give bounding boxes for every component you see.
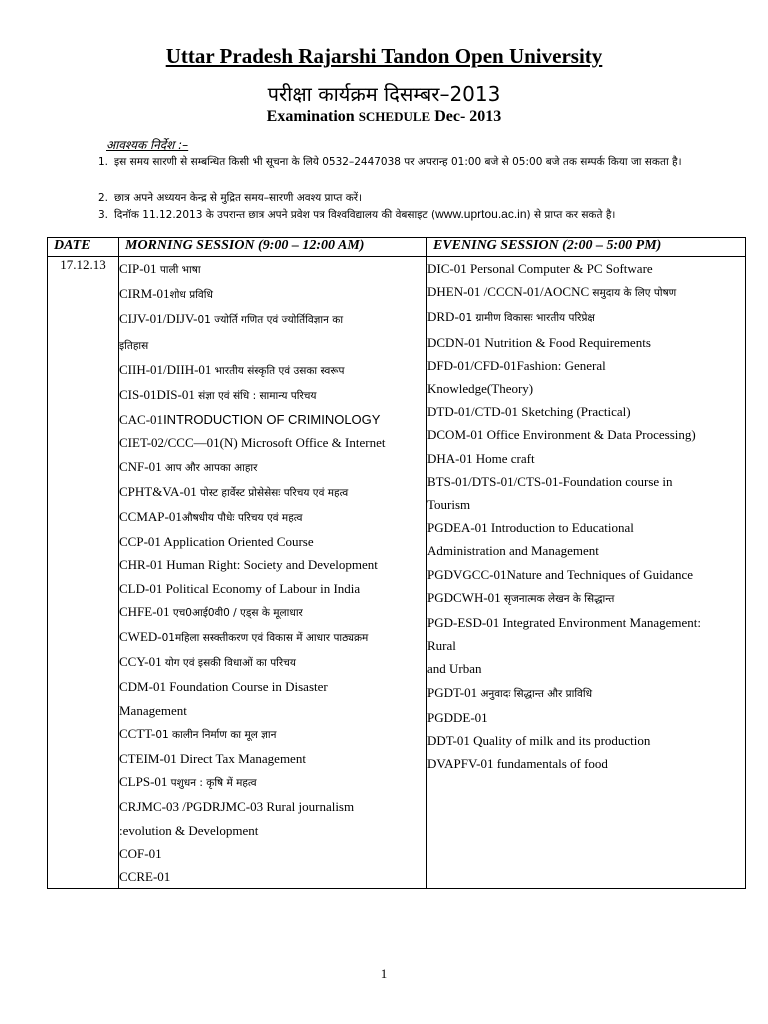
date-column-header: DATE: [48, 238, 119, 257]
instruction-text: दिनॉक 11.12.2013 के उपरान्त छात्र अपने प्रवेश पत्र विश्वविद्यालय की वेबसाइट (: [114, 209, 436, 221]
course-entry: [427, 470, 745, 493]
course-code: DRD-: [427, 309, 459, 325]
course-entry: [119, 625, 426, 650]
course-code: CHFE-01: [119, 603, 173, 619]
course-code: CIRM-01: [119, 286, 170, 302]
course-code: CIJV-01/DIJV-: [119, 311, 198, 327]
course-entry: [119, 865, 426, 888]
course-code: Knowledge(Theory): [427, 381, 534, 397]
course-entry: [427, 257, 745, 280]
course-title-hindi: पशुधन : कृषि में महत्व: [170, 777, 257, 790]
course-code: COF-01: [119, 845, 162, 861]
course-entry: [427, 706, 745, 729]
instruction-2: [98, 191, 732, 205]
course-code: PGDCWH-01: [427, 589, 504, 605]
course-entry: [427, 377, 745, 400]
course-entry: [119, 770, 426, 795]
course-entry: [119, 530, 426, 553]
course-title-hindi: अनुवादः सिद्धान्त और प्राविधि: [480, 687, 593, 700]
course-code: Administration and Management: [427, 543, 599, 559]
course-title-hindi: इतिहास: [119, 339, 149, 352]
course-code: :evolution & Development: [119, 822, 259, 838]
course-title-hindi: 01 कालीन निर्माण का मूल ज्ञान: [155, 728, 277, 741]
course-entry: [427, 305, 745, 330]
course-entry: [427, 493, 745, 516]
course-code: DVAPFV-01 fundamentals of food: [427, 756, 608, 772]
course-code: CLD-01 Political Economy of Labour in India: [119, 580, 361, 596]
course-entry: [119, 333, 426, 358]
course-code: CDM-01 Foundation Course in Disaster: [119, 679, 328, 695]
subtitle-prefix: Examination: [266, 108, 355, 125]
course-code: BTS-01/DTS-01/CTS-01-Foundation course in: [427, 473, 673, 489]
course-entry: [119, 675, 426, 698]
course-entry: [427, 729, 745, 752]
instructions-heading: आवश्यक निर्देश :–: [106, 138, 189, 152]
course-code: CCMAP-01: [119, 509, 182, 525]
course-entry: [119, 600, 426, 625]
course-entry: [427, 634, 745, 657]
course-title-hindi: पाली भाषा: [159, 264, 201, 276]
course-entry: [119, 747, 426, 770]
course-code: PGDVGCC-01Nature and Techniques of Guidance: [427, 566, 694, 582]
course-code: DHEN-01 /CCCN-01/AOCNC: [427, 284, 593, 300]
table-row: [48, 257, 746, 889]
course-code: Tourism: [427, 497, 471, 513]
course-code: Rural: [427, 638, 456, 654]
course-title-hindi: आप और आपका आहार: [164, 461, 258, 474]
course-code: PGDDE-01: [427, 709, 488, 725]
subtitle-schedule: SCHEDULE: [358, 109, 431, 124]
hindi-title: परीक्षा कार्यक्रम दिसम्बर–2013: [267, 82, 501, 106]
course-entry: [427, 539, 745, 562]
morning-column-header: MORNING SESSION (9:00 – 12:00 AM): [119, 238, 427, 257]
page-number: 1: [380, 966, 388, 981]
instruction-number: 3.: [98, 209, 109, 221]
instruction-1: [98, 155, 732, 169]
course-code: CWED-: [119, 629, 162, 645]
course-entry: [427, 331, 745, 354]
course-entry: [119, 722, 426, 747]
course-title: INTRODUCTION OF CRIMINOLOGY: [163, 412, 381, 428]
course-entry: [427, 586, 745, 611]
instruction-text: छात्र अपने अध्ययन केन्द्र से मुद्रित समय–सारणी अवश्य प्राप्त करें।: [114, 192, 363, 204]
course-entry: [119, 819, 426, 842]
course-entry: [427, 447, 745, 470]
course-title-hindi: पोस्ट हार्वेस्ट प्रोसेसेसः परिचय एवं महत्व: [200, 486, 349, 499]
course-title-hindi: औषधीय पौधेः परिचय एवं महत्व: [181, 512, 303, 525]
course-entry: [119, 480, 426, 505]
course-title-hindi: 01महिला सस्क्तीकरण एवं विकास में आधार पाठ्यक्रम: [161, 632, 369, 645]
course-code: DCDN-01 Nutrition & Food Requirements: [427, 334, 651, 350]
course-code: PGDT-01: [427, 684, 481, 700]
course-entry: [427, 563, 745, 586]
course-entry: [119, 699, 426, 722]
course-code: DDT-01 Quality of milk and its production: [427, 733, 651, 749]
instruction-number: 2.: [98, 192, 109, 204]
morning-session-list: [119, 257, 427, 889]
course-code: CNF-01: [119, 458, 165, 474]
course-title-hindi: समुदाय के लिए पोषण: [592, 287, 677, 300]
course-code: PGDEA-01 Introduction to Educational: [427, 520, 634, 536]
course-entry: [427, 611, 745, 634]
course-code: CIS-01DIS-01: [119, 387, 199, 403]
evening-session-list: [427, 257, 746, 889]
course-title-hindi: 01 ज्योर्ति गणित एवं ज्योर्तिविज्ञान का: [197, 314, 344, 327]
evening-column-header: EVENING SESSION (2:00 – 5:00 PM): [427, 238, 746, 257]
course-code: CIP-01: [119, 261, 160, 276]
course-entry: [119, 577, 426, 600]
instruction-number: 1.: [98, 156, 109, 168]
subtitle-suffix: Dec- 2013: [434, 108, 502, 125]
course-code: DTD-01/CTD-01 Sketching (Practical): [427, 404, 631, 420]
course-entry: [427, 400, 745, 423]
course-entry: [427, 354, 745, 377]
course-entry: [119, 505, 426, 530]
course-title-hindi: भारतीय संस्कृति एवं उसका स्वरूप: [214, 364, 345, 377]
course-entry: [119, 455, 426, 480]
instruction-text: इस समय सारणी से सम्बन्धित किसी भी सूचना के लिये 0532–2447038 पर अपरान्ह 01:00 बजे से 05:00 बजे तक सम्पर्क किया जा सकता है।: [114, 156, 682, 168]
course-title-hindi: एच0आई0वी0 / एड्स के मूलाधार: [172, 606, 303, 619]
table-header-row: [48, 238, 746, 257]
course-entry: [119, 650, 426, 675]
course-entry: [119, 282, 426, 307]
course-code: CCRE-01: [119, 869, 171, 885]
course-entry: [427, 280, 745, 305]
exam-date: 17.12.13: [48, 257, 119, 889]
course-code: CCP-01 Application Oriented Course: [119, 534, 314, 550]
course-entry: [427, 681, 745, 706]
course-code: CAC-01: [119, 412, 164, 428]
course-title-hindi: शोध प्रविधि: [169, 289, 213, 302]
course-title-hindi: संज्ञा एवं संधि : सामान्य परिचय: [198, 390, 317, 403]
course-entry: [119, 307, 426, 332]
course-entry: [119, 553, 426, 576]
course-code: CHR-01 Human Right: Society and Development: [119, 557, 378, 573]
course-entry: [427, 423, 745, 446]
course-code: PGD-ESD-01 Integrated Environment Management:: [427, 615, 702, 631]
course-code: CIET-02/CCC—01(N) Microsoft Office & Internet: [119, 435, 386, 451]
course-entry: [427, 516, 745, 539]
course-title-hindi: सृजनात्मक लेखन के सिद्धान्त: [503, 592, 615, 605]
exam-schedule-subtitle: [0, 108, 768, 126]
course-entry: [119, 408, 426, 431]
university-name: Uttar Pradesh Rajarshi Tandon Open University: [165, 44, 603, 68]
course-entry: [119, 842, 426, 865]
course-title-hindi: योग एवं इसकी विधाओं का परिचय: [164, 657, 296, 670]
course-code: Management: [119, 702, 187, 718]
course-code: CLPS-01: [119, 774, 171, 790]
course-code: DIC-01 Personal Computer & PC Software: [427, 261, 653, 276]
course-code: CCY-01: [119, 654, 165, 670]
website-link[interactable]: www.uprtou.ac.in: [435, 207, 527, 221]
course-title-hindi: 01 ग्रामीण विकासः भारतीय परिप्रेक्ष: [458, 312, 595, 325]
course-code: CPHT&VA-01: [119, 483, 201, 499]
course-code: CIIH-01/DIIH-01: [119, 361, 215, 377]
course-entry: [119, 431, 426, 454]
course-entry: [427, 657, 745, 680]
course-code: CTEIM-01 Direct Tax Management: [119, 751, 306, 767]
course-entry: [119, 358, 426, 383]
university-title: [0, 44, 768, 69]
course-entry: [119, 383, 426, 408]
instruction-text: ) से प्राप्त कर सकते है।: [526, 209, 616, 221]
course-code: CRJMC-03 /PGDRJMC-03 Rural journalism: [119, 799, 355, 815]
course-entry: [119, 795, 426, 818]
course-entry: [119, 257, 426, 282]
course-entry: [427, 752, 745, 775]
course-code: DCOM-01 Office Environment & Data Processing): [427, 427, 696, 443]
course-code: and Urban: [427, 661, 482, 677]
course-code: CCTT-: [119, 725, 156, 741]
instruction-3: [98, 207, 732, 222]
course-code: DFD-01/CFD-01Fashion: General: [427, 357, 606, 373]
exam-schedule-table: [47, 237, 746, 889]
course-code: DHA-01 Home craft: [427, 450, 535, 466]
